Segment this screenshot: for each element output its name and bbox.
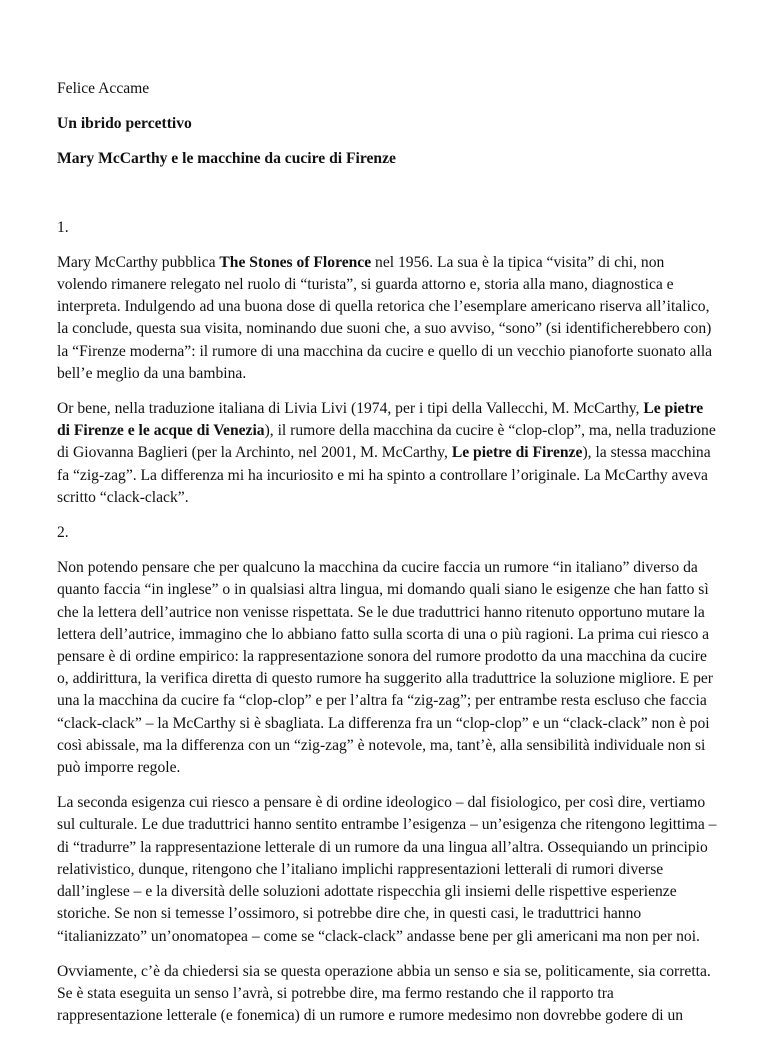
text-run: Or bene, nella traduzione italiana di Livia Livi (1974, per i tipi della Vallecchi, M. McCarthy, [57,400,644,418]
book-title-english: The Stones of Florence [219,253,372,271]
author-name: Felice Accame [57,80,150,97]
text-run: ), la stessa macchina fa “zig-zag”. La differenza mi ha incuriosito e mi ha spinto a controllare l’originale. La McCarthy aveva scritto “clack-clack”. [57,444,711,506]
document-title: Un ibrido percettivo [57,115,192,133]
section-1-number: 1. [57,218,69,236]
section-2-paragraph-1: Non potendo pensare che per qualcuno la macchina da cucire faccia un rumore “in italiano” diverso da quanto faccia “in inglese” o in qualsiasi altra lingua, mi domando quali siano le esigenze che han fatto sì che la lettera dell’autrice non venisse rispettata. Se le due traduttrici hanno ritenuto opportuno mutare la lettera dell’autrice, immagino che lo abbiano fatto sulla scorta di una o più ragioni. La prima cui riesco a pensare è di ordine empirico: la rappresentazione sonora del rumore prodotto da una macchina da cucire o, addirittura, la verifica diretta di questo rumore ha suggerito alla traduttrice la soluzione migliore. E per una la macchina da cucire fa “clop-clop” e per l’altra fa “zig-zag”; per entrambe resta escluso che faccia “clack-clack” – la McCarthy si è sbagliata. La differenza fra un “clop-clop” e un “clack-clack” non è poi così abissale, ma la differenza con un “zig-zag” è notevole, ma, tant’è, alla sensibilità individuale non si può imporre regole. [57,559,714,777]
document-page [57,78,717,1040]
section-1-paragraph-1 [57,252,717,385]
section-2-number: 2. [57,524,69,542]
section-1-paragraph-2 [57,398,717,509]
section-2-paragraph-2: La seconda esigenza cui riesco a pensare è di ordine ideologico – dal fisiologico, per così dire, vertiamo sul culturale. Le due traduttrici hanno sentito entrambe l’esigenza – un’esigenza che ritengono legittima – di “tradurre” la rappresentazione letterale di un rumore da una lingua all’altra. Ossequiando un principio relativistico, dunque, ritengono che l’italiano implichi rappresentazioni letterali di rumori diverse dall’inglese – e la diversità delle soluzioni adottate rispecchia gli insiemi delle rispettive esperienze storiche. Se non si temesse l’ossimoro, si potrebbe dire che, in questi casi, le traduttrici hanno “italianizzato” un’onomatopea – come se “clack-clack” andasse bene per gli americani ma non per noi. [57,794,717,945]
text-run: Mary McCarthy pubblica [57,253,220,271]
section-2-paragraph-3: Ovviamente, c’è da chiedersi sia se questa operazione abbia un senso e sia se, politicamente, sia corretta. Se è stata eseguita un senso l’avrà, si potrebbe dire, ma fermo restando che il rapporto tra rappresentazione letterale (e fonemica) di un rumore e rumore medesimo non dovrebbe godere di un [57,962,711,1025]
document-subtitle: Mary McCarthy e le macchine da cucire di Firenze [57,150,396,168]
text-run: ), il rumore della macchina da cucire è “clop-clop”, ma, nella traduzione di Giovanna Baglieri (per la Archinto, nel 2001, M. McCarthy, [57,422,716,462]
text-run: nel 1956. La sua è la tipica “visita” di chi, non volendo rimanere relegato nel ruolo di “turista”, si guarda attorno e, storia alla mano, diagnostica e interpreta. Indulgendo ad una buona dose di quella retorica che l’esemplare americano riserva all’italico, la conclude, questa sua visita, nominando due suoni che, a suo avviso, “sono” (si identificherebbero con) la “Firenze moderna”: il rumore di una macchina da cucire e quello di un vecchio pianoforte suonato alla bell’e meglio da una bambina. [57,253,713,382]
book-title-baglieri: Le pietre di Firenze [451,444,583,462]
book-title-livi: Le pietre di Firenze e le acque di Venezia [57,400,704,440]
